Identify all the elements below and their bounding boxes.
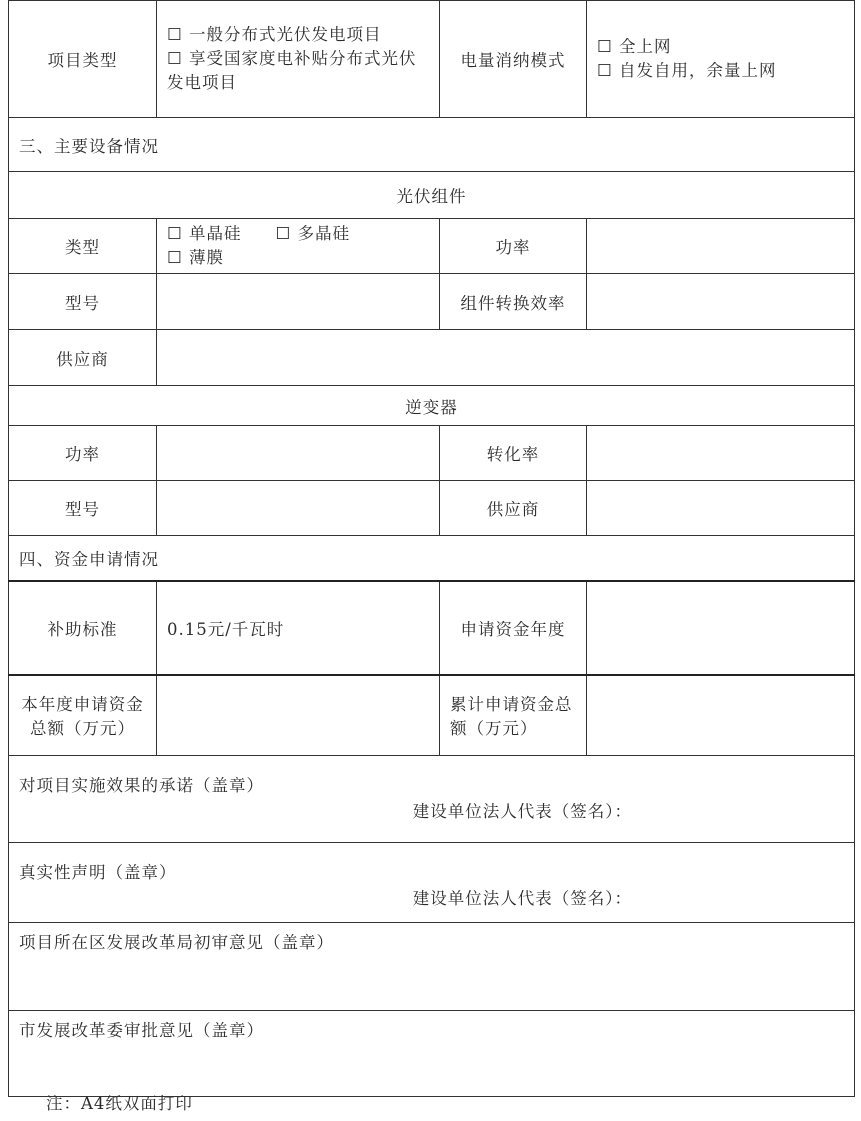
consumption-mode-options (587, 1, 855, 118)
checkbox-poly-si[interactable]: ☐ 多晶硅 (275, 224, 351, 243)
pv-efficiency-field[interactable] (587, 274, 855, 330)
print-note: 注：A4纸双面打印 (46, 1094, 193, 1113)
cumulative-total-field[interactable] (587, 675, 855, 756)
form-table (8, 0, 855, 1097)
subsidy-standard-value: 0.15元/千瓦时 (157, 581, 440, 675)
district-review-row (9, 923, 855, 1011)
pv-type-options (157, 219, 440, 274)
inverter-power-row (9, 426, 855, 481)
pv-type-row (9, 219, 855, 274)
application-year-label: 申请资金年度 (440, 581, 587, 675)
inverter-rate-field[interactable] (587, 426, 855, 481)
inverter-supplier-label: 供应商 (440, 481, 587, 536)
pv-supplier-row (9, 330, 855, 386)
inverter-model-field[interactable] (157, 481, 440, 536)
pv-header-row (9, 172, 855, 219)
city-approval-label: 市发展改革委审批意见（盖章） (19, 1021, 264, 1040)
pv-supplier-field[interactable] (157, 330, 855, 386)
consumption-mode-label: 电量消纳模式 (440, 1, 587, 118)
inverter-rate-label: 转化率 (440, 426, 587, 481)
district-review-cell[interactable] (9, 923, 855, 1011)
section4-title: 四、资金申请情况 (9, 536, 855, 581)
city-approval-cell[interactable] (9, 1011, 855, 1097)
inverter-model-row (9, 481, 855, 536)
cumulative-total-label: 累计申请资金总额（万元） (440, 675, 587, 756)
application-year-field[interactable] (587, 581, 855, 675)
subsidy-standard-label: 补助标准 (9, 581, 157, 675)
truth-statement-cell[interactable] (9, 843, 855, 923)
district-review-label: 项目所在区发展改革局初审意见（盖章） (19, 933, 334, 952)
inverter-header: 逆变器 (9, 386, 855, 426)
pv-power-label: 功率 (440, 219, 587, 274)
checkbox-mono-si[interactable]: ☐ 单晶硅 (167, 224, 242, 243)
pv-model-field[interactable] (157, 274, 440, 330)
inverter-header-row (9, 386, 855, 426)
inverter-power-field[interactable] (157, 426, 440, 481)
pv-module-header: 光伏组件 (9, 172, 855, 219)
subsidy-row (9, 581, 855, 675)
funding-total-row (9, 675, 855, 756)
year-total-label: 本年度申请资金总额（万元） (9, 675, 157, 756)
pv-model-row (9, 274, 855, 330)
project-type-label: 项目类型 (9, 1, 157, 118)
city-approval-row (9, 1011, 855, 1097)
inverter-power-label: 功率 (9, 426, 157, 481)
truth-signature-label: 建设单位法人代表（签名）： (412, 889, 632, 908)
truth-statement-label: 真实性声明（盖章） (19, 863, 177, 882)
inverter-model-label: 型号 (9, 481, 157, 536)
section3-title-row (9, 118, 855, 172)
pv-power-field[interactable] (587, 219, 855, 274)
checkbox-thin-film[interactable]: ☐ 薄膜 (167, 248, 225, 267)
truth-statement-row (9, 843, 855, 923)
checkbox-subsidized-pv[interactable]: ☐ 享受国家度电补贴分布式光伏发电项目 (167, 49, 417, 92)
application-form (8, 0, 854, 1097)
section3-title: 三、主要设备情况 (9, 118, 855, 172)
inverter-supplier-field[interactable] (587, 481, 855, 536)
effect-commitment-row (9, 756, 855, 843)
pv-efficiency-label: 组件转换效率 (440, 274, 587, 330)
effect-commitment-cell[interactable] (9, 756, 855, 843)
checkbox-full-grid[interactable]: ☐ 全上网 (597, 37, 672, 56)
checkbox-self-use-surplus[interactable]: ☐ 自发自用，余量上网 (597, 61, 777, 80)
effect-commitment-label: 对项目实施效果的承诺（盖章） (19, 776, 264, 795)
pv-model-label: 型号 (9, 274, 157, 330)
pv-supplier-label: 供应商 (9, 330, 157, 386)
pv-type-label: 类型 (9, 219, 157, 274)
checkbox-general-pv[interactable]: ☐ 一般分布式光伏发电项目 (167, 25, 382, 44)
section4-title-row (9, 536, 855, 581)
project-type-row (9, 1, 855, 118)
project-type-options (157, 1, 440, 118)
effect-signature-label: 建设单位法人代表（签名）： (412, 802, 632, 821)
year-total-field[interactable] (157, 675, 440, 756)
